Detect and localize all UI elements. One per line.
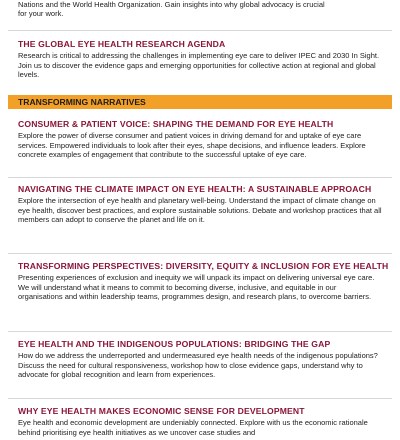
session-title: CONSUMER & PATIENT VOICE: SHAPING THE DEMAND FOR EYE HEALTH <box>18 119 334 129</box>
section-banner <box>8 95 392 109</box>
session-body: Explore the power of diverse consumer and patient voices in driving demand for and uptake of eye care services. Empowered individuals to look after their eyes, shape decisions, and influence leaders. Explore concrete examples of engagement that contribute to the successful uptake of eye care. <box>18 131 366 159</box>
divider <box>8 177 392 178</box>
session-title: EYE HEALTH AND THE INDIGENOUS POPULATIONS: BRIDGING THE GAP <box>18 339 331 349</box>
session-body: Presenting experiences of exclusion and inequity we will unpack its impact on delivering universal eye care. We will understand what it means to commit to becoming diverse, inclusive, and equitable in our organisations and within leadership teams, programmes design, and research plans, to overcome barriers. <box>18 273 375 301</box>
intro-text <box>18 0 384 19</box>
session-card <box>8 339 392 379</box>
session-body: Eye health and economic development are undeniably connected. Explore with us the economic rationale behind prioritising eye health initiatives as we uncover case studies and <box>18 418 368 437</box>
intro-line-1: Nations and the World Health Organization. Gain insights into why global advocacy is crucial <box>18 0 325 9</box>
session-body: How do we address the underreported and undermeasured eye health needs of the indigenous populations? Discuss the need for cultural responsiveness, workshop how to close evidence gaps, understand why to advocate for global recognition and learn from experiences. <box>18 351 378 379</box>
section-banner-label: TRANSFORMING NARRATIVES <box>18 97 146 107</box>
session-title: WHY EYE HEALTH MAKES ECONOMIC SENSE FOR DEVELOPMENT <box>18 406 305 416</box>
session-title: TRANSFORMING PERSPECTIVES: DIVERSITY, EQUITY & INCLUSION FOR EYE HEALTH <box>18 261 389 271</box>
session-card <box>8 119 392 159</box>
session-card <box>8 406 392 437</box>
divider <box>8 331 392 332</box>
session-card <box>8 184 392 224</box>
research-agenda-body: Research is critical to addressing the challenges in implementing eye care to deliver IPEC and 2030 In Sight. Join us to discover the evidence gaps and emerging opportunities for collective action at regional and global levels. <box>18 51 380 79</box>
research-agenda-title: THE GLOBAL EYE HEALTH RESEARCH AGENDA <box>18 39 226 49</box>
session-title: NAVIGATING THE CLIMATE IMPACT ON EYE HEALTH: A SUSTAINABLE APPROACH <box>18 184 372 194</box>
session-body: Explore the intersection of eye health and planetary well-being. Understand the impact of climate change on eye health, discover best practices, and explore sustainable solutions. Debate and workshop practices that all members can adopt to conserve the planet and life on it. <box>18 196 382 224</box>
research-agenda-card <box>8 39 392 79</box>
divider <box>8 253 392 254</box>
intro-line-2: for your work. <box>18 9 64 19</box>
divider <box>8 398 392 399</box>
session-card <box>8 261 392 301</box>
divider <box>8 30 392 31</box>
